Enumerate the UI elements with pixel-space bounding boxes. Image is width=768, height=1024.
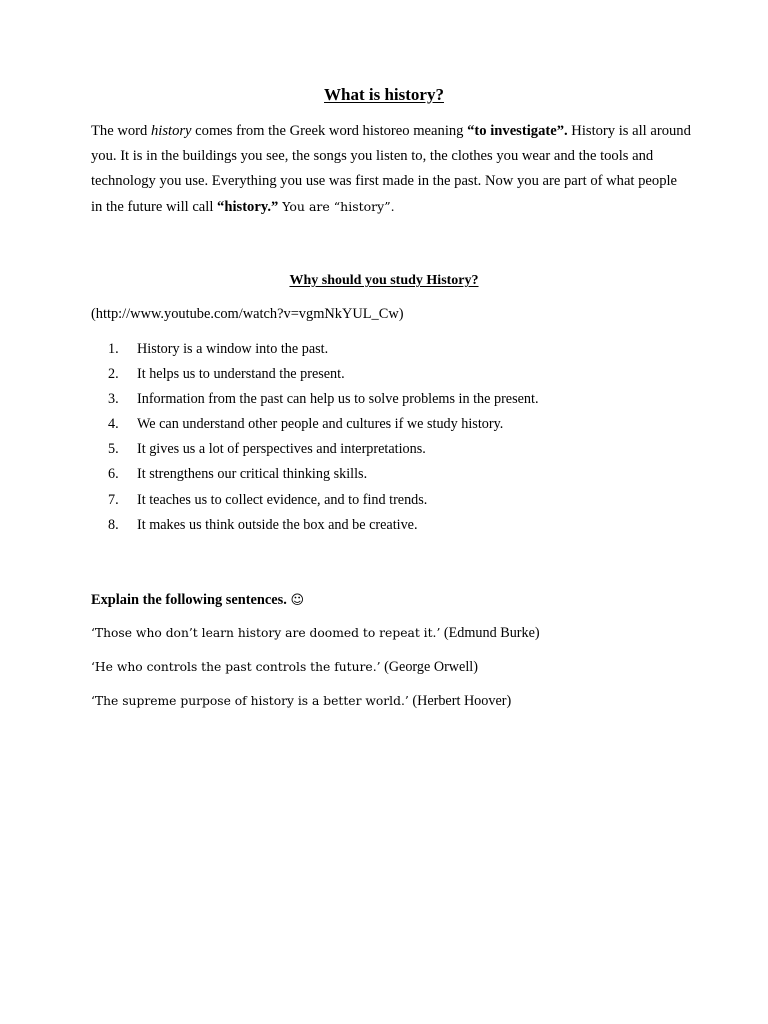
list-item <box>108 340 668 365</box>
intro-text: comes from the Greek word historeo meaning <box>191 123 468 139</box>
list-item-text: It makes us think outside the box and be creative. <box>137 516 418 533</box>
video-link-text: (http://www.youtube.com/watch?v=vgmNkYUL_Cw) <box>91 306 404 322</box>
list-item-number: 6. <box>108 466 119 483</box>
quote-text: ‘He who controls the past controls the future.’ <box>91 660 381 674</box>
list-item <box>108 465 668 490</box>
intro-text: History is all around you. It is in the buildings you see, the songs you listen to, the clothes you wear and the tools and technology you use. Everything you use was first made in the past. Now you are part of what people in the future will call <box>91 123 691 215</box>
list-item-text: It strengthens our critical thinking skills. <box>137 466 368 483</box>
smiley-icon: ☺ <box>290 593 305 608</box>
intro-bold-to-investigate: “to investigate”. <box>467 123 568 139</box>
list-item-number: 5. <box>108 441 119 458</box>
intro-text: The word <box>91 123 151 139</box>
list-item-number: 4. <box>108 416 119 433</box>
quote-text: ‘The supreme purpose of history is a better world.’ <box>91 694 409 708</box>
list-item <box>108 365 668 390</box>
list-item <box>108 390 668 415</box>
list-item-text: It teaches us to collect evidence, and to find trends. <box>137 491 428 508</box>
intro-you-are-history: You are “history”. <box>278 199 395 214</box>
reasons-list <box>108 340 668 541</box>
quote-text: ‘Those who don’t learn history are doomed to repeat it.’ <box>91 626 441 640</box>
list-item-number: 7. <box>108 491 119 508</box>
page-title: What is history? <box>324 85 444 104</box>
explain-heading-text: Explain the following sentences. <box>91 592 287 608</box>
list-item <box>108 516 668 541</box>
list-item <box>108 491 668 516</box>
section-subtitle: Why should you study History? <box>289 273 479 288</box>
list-item-text: History is a window into the past. <box>137 341 329 357</box>
quote-line <box>91 625 540 642</box>
list-item-number: 8. <box>108 516 119 533</box>
quote-author: (Edmund Burke) <box>440 625 540 641</box>
list-item-text: Information from the past can help us to solve problems in the present. <box>137 391 539 408</box>
quote-line <box>91 659 478 676</box>
quote-author: (Herbert Hoover) <box>408 693 512 709</box>
intro-bold-history: “history.” <box>217 199 279 215</box>
list-item-text: We can understand other people and cultures if we study history. <box>137 416 504 433</box>
list-item-number: 1. <box>108 341 119 357</box>
list-item-number: 3. <box>108 391 119 408</box>
list-item-text: It helps us to understand the present. <box>137 366 345 383</box>
quote-line <box>91 693 511 710</box>
intro-italic-history: history <box>150 123 192 139</box>
explain-heading <box>91 592 304 609</box>
intro-paragraph <box>91 119 691 220</box>
list-item-text: It gives us a lot of perspectives and interpretations. <box>137 441 426 458</box>
quote-author: (George Orwell) <box>380 659 478 675</box>
list-item-number: 2. <box>108 366 119 383</box>
list-item <box>108 440 668 465</box>
list-item <box>108 415 668 440</box>
